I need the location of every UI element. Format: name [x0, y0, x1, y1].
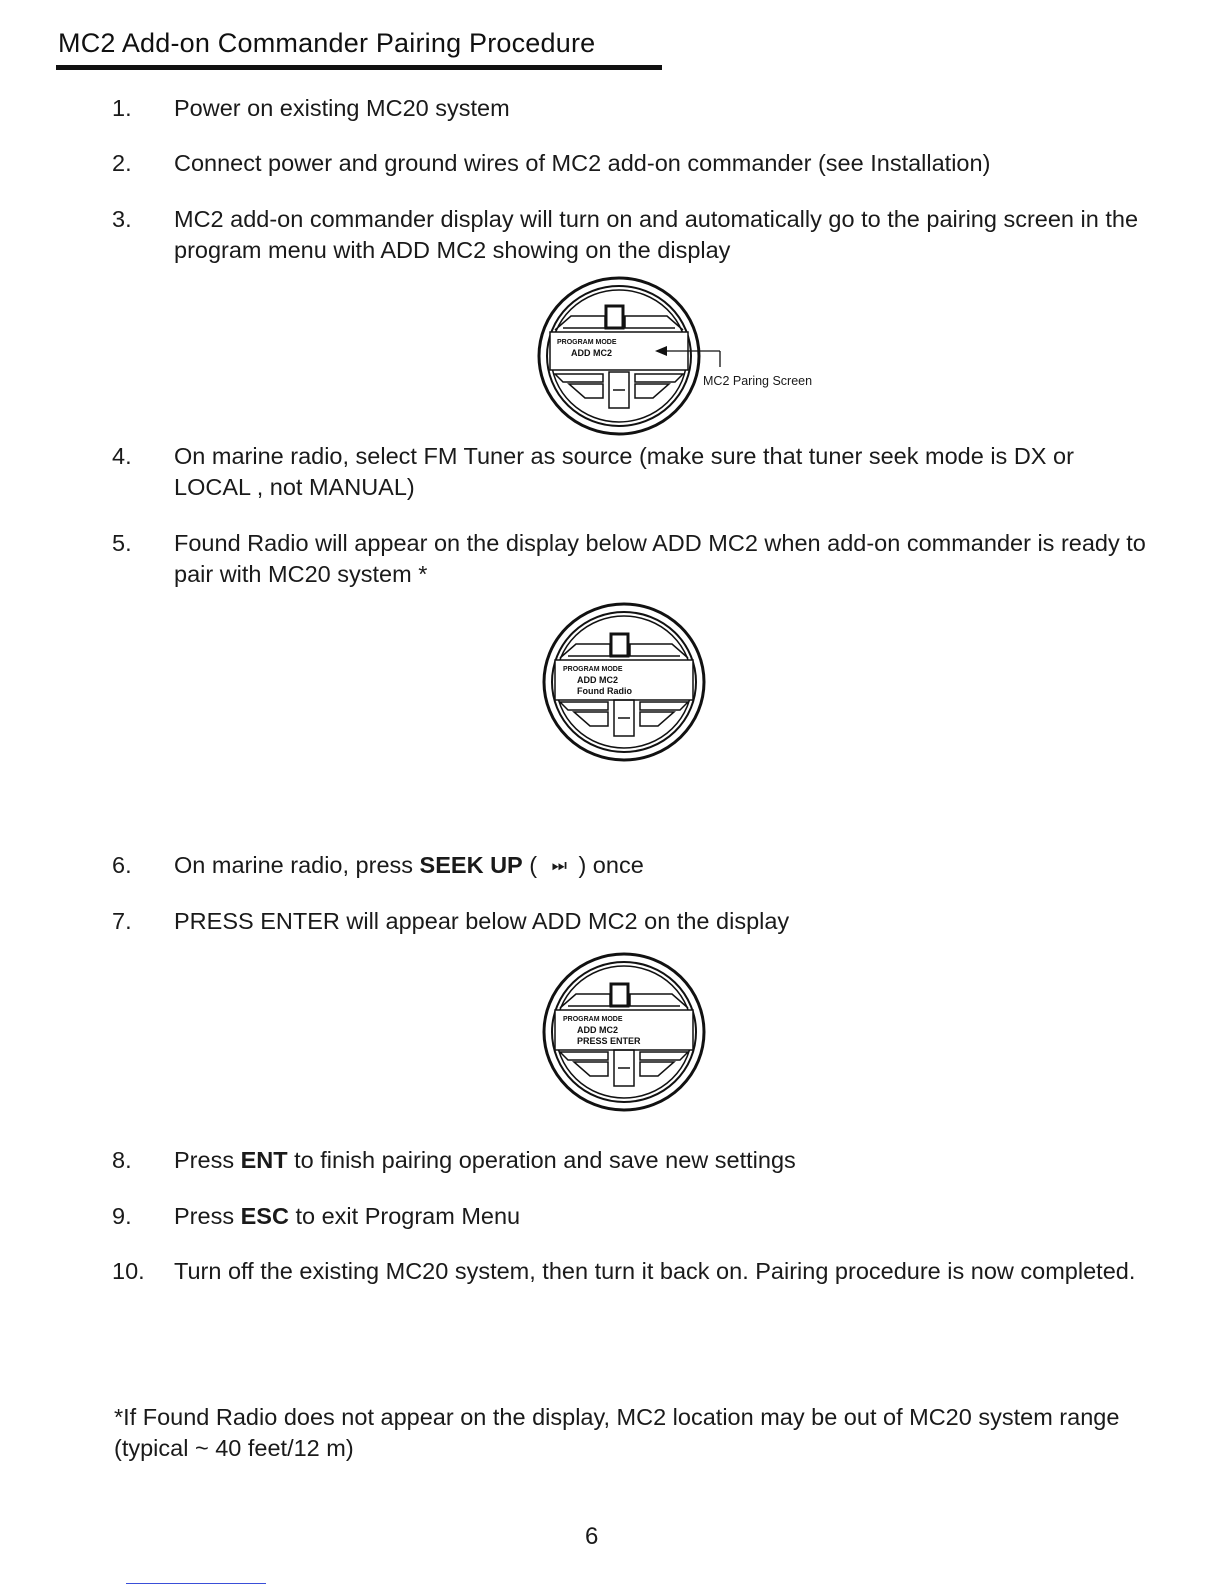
step-number: 9. [112, 1203, 132, 1229]
step-number: 8. [112, 1147, 132, 1173]
lcd-line-add: ADD MC2 [577, 675, 619, 685]
step-number: 5. [112, 530, 132, 556]
step-number: 10. [112, 1258, 145, 1284]
step-text: Power on existing MC20 system [174, 95, 510, 121]
lcd-line-mode: PROGRAM MODE [563, 1016, 623, 1023]
lcd-line-mode: PROGRAM MODE [557, 339, 617, 346]
lcd-screen [557, 337, 617, 359]
skip-forward-icon: ⏭ [551, 856, 564, 875]
commander-display-illustration [533, 272, 733, 437]
lcd-line-mode: PROGRAM MODE [563, 666, 623, 673]
step-text [174, 1145, 1154, 1176]
lcd-line-add: ADD MC2 [571, 348, 613, 358]
step-number: 6. [112, 852, 132, 878]
lcd-line-status: PRESS ENTER [577, 1036, 641, 1046]
step-text: PRESS ENTER will appear below ADD MC2 on the display [174, 908, 790, 934]
step-number: 2. [112, 150, 132, 176]
step-text: Connect power and ground wires of MC2 add-on commander (see Installation) [174, 150, 991, 176]
step-text-part: Press [174, 1147, 241, 1173]
footnote: *If Found Radio does not appear on the display, MC2 location may be out of MC20 system range (typical ~ 40 feet/12 m) [114, 1404, 1120, 1461]
step-text: On marine radio, select FM Tuner as source (make sure that tuner seek mode is DX or LOCAL , not MANUAL) [174, 443, 1074, 500]
page-title: MC2 Add-on Commander Pairing Procedure [58, 28, 596, 58]
step-text: Turn off the existing MC20 system, then turn it back on. Pairing procedure is now completed. [174, 1258, 1136, 1284]
step-text-part: ) once [571, 852, 644, 878]
step-text-part: Press [174, 1203, 241, 1229]
seek-up-label: SEEK UP [419, 852, 523, 878]
title-underline [56, 65, 662, 70]
callout-label: MC2 Paring Screen [703, 374, 813, 388]
step-number: 7. [112, 908, 132, 934]
ent-key-label: ENT [240, 1147, 288, 1173]
lcd-screen [563, 1014, 641, 1047]
page-number: 6 [585, 1523, 599, 1550]
step-number: 4. [112, 443, 132, 469]
commander-display-illustration [538, 598, 710, 764]
bottom-edge-line [126, 1583, 266, 1584]
lcd-line-status: Found Radio [577, 686, 632, 696]
esc-key-label: ESC [240, 1203, 289, 1229]
commander-display-illustration [538, 948, 710, 1114]
step-text-part: ( [522, 852, 544, 878]
lcd-screen [563, 664, 632, 697]
step-text-part: to finish pairing operation and save new settings [287, 1147, 796, 1173]
step-text-part: On marine radio, press [174, 852, 420, 878]
step-number: 1. [112, 95, 132, 121]
step-text: Found Radio will appear on the display below ADD MC2 when add-on commander is ready to pair with MC20 system * [174, 530, 1146, 587]
step-text [174, 1201, 1154, 1232]
lcd-line-add: ADD MC2 [577, 1025, 619, 1035]
step-text: MC2 add-on commander display will turn on and automatically go to the pairing screen in the program menu with ADD MC2 showing on the display [174, 206, 1139, 263]
step-text-part: to exit Program Menu [288, 1203, 521, 1229]
step-text [174, 850, 1154, 881]
step-number: 3. [112, 206, 132, 232]
